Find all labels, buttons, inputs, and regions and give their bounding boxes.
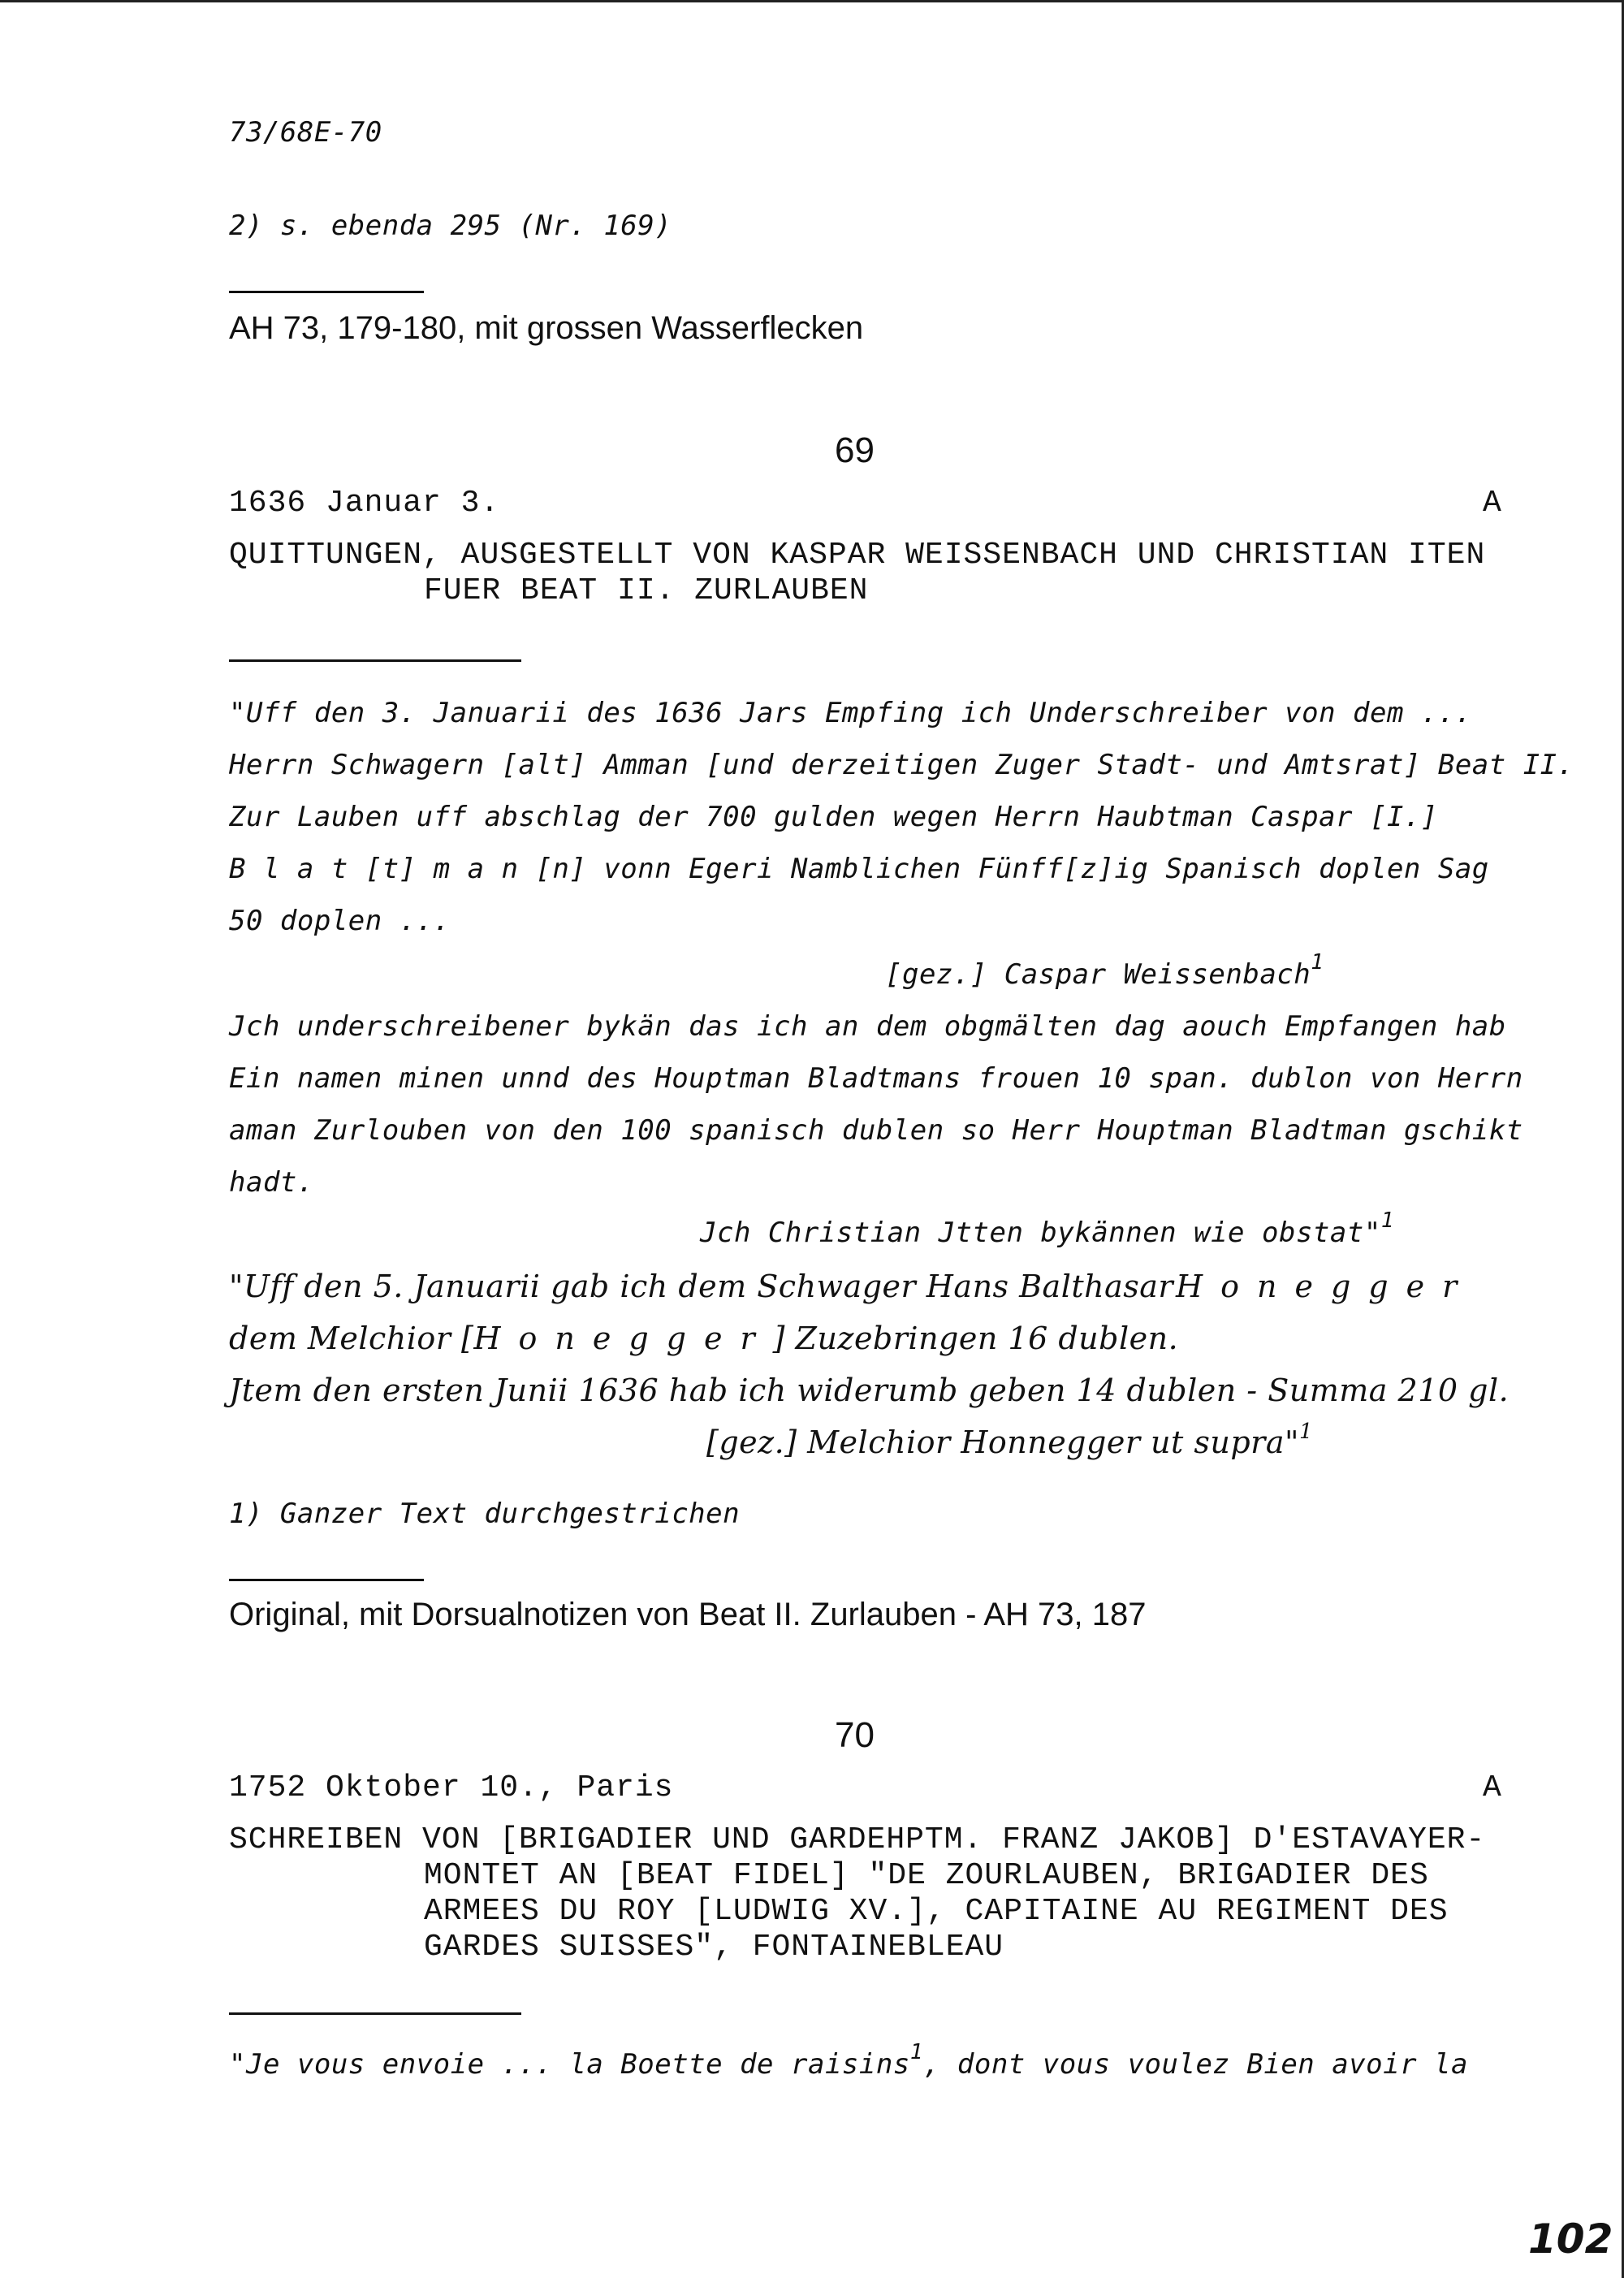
title-rule [229, 659, 521, 662]
doc69-text3-line-1b: Honegger [1176, 1269, 1475, 1304]
document-number-70: 70 [835, 1715, 875, 1755]
doc69-text2-line-4: hadt. [229, 1166, 314, 1199]
doc70-date: 1752 Oktober 10., Paris [229, 1770, 674, 1805]
previous-footnote: 2) s. ebenda 295 (Nr. 169) [229, 210, 672, 242]
doc69-text-line-5: 50 doplen ... [229, 905, 451, 937]
doc69-text-line-4: B l a t [t] m a n [n] vonn Egeri Namblichen Fünff[z]ig Spanisch doplen Sag [229, 853, 1489, 885]
signature-honnegger: [gez.] Melchior Honnegger ut supra"$^1$ [706, 1420, 1314, 1460]
title-rule [229, 2012, 521, 2015]
footnote-marker: 1 [1298, 1420, 1314, 1444]
page-border-top [0, 0, 1624, 2]
doc69-text3-line-3: Jtem den ersten Junii 1636 hab ich widerumb geben 14 dublen - Summa 210 gl. [229, 1372, 1510, 1408]
doc70-title-line-3: ARMEES DU ROY [LUDWIG XV.], CAPITAINE AU REGIMENT DES [424, 1894, 1449, 1929]
footnote-marker: 1 [909, 2040, 923, 2064]
doc69-text-line-1: "Uff den 3. Januarii des 1636 Jars Empfing ich Underschreiber von dem ... [229, 697, 1472, 729]
doc69-type: A [1483, 486, 1502, 521]
signature-weissenbach: [gez.] Caspar Weissenbach$^1$ [885, 950, 1324, 991]
doc70-title-line-1: SCHREIBEN VON [BRIGADIER UND GARDEHPTM. FRANZ JAKOB] D'ESTAVAYER- [229, 1822, 1486, 1857]
doc70-title-line-2: MONTET AN [BEAT FIDEL] "DE ZOURLAUBEN, BRIGADIER DES [424, 1858, 1429, 1893]
footnote-marker: 1 [1311, 950, 1324, 975]
doc70-text-line-1: "Je vous envoie ... la Boette de raisins$^1$, dont vous voulez Bien avoir la [229, 2040, 1468, 2081]
doc70-title-line-4: GARDES SUISSES", FONTAINEBLEAU [424, 1930, 1004, 1965]
previous-source: AH 73, 179-180, mit grossen Wasserflecken [229, 310, 864, 346]
doc69-text-line-2: Herrn Schwagern [alt] Amman [und derzeitigen Zuger Stadt- und Amtsrat] Beat II. [229, 749, 1574, 781]
doc69-text3-line-2: dem Melchior [Honegger] Zuzebringen 16 dublen. [229, 1321, 1179, 1356]
doc69-date: 1636 Januar 3. [229, 486, 500, 521]
doc69-text2-line-1: Jch underschreibener bykän das ich an dem obgmälten dag aouch Empfangen hab [229, 1010, 1506, 1043]
signature-iten: Jch Christian Jtten bykännen wie obstat"$^1$ [700, 1208, 1394, 1249]
doc69-text3-line-1a: "Uff den 5. Januarii gab ich dem Schwager Hans Balthasar [229, 1269, 1174, 1304]
doc69-text2-line-2: Ein namen minen unnd des Houptman Bladtmans frouen 10 span. dublon von Herrn [229, 1062, 1523, 1095]
footnote-rule [229, 291, 424, 293]
doc69-text2-line-3: aman Zurlouben von den 100 spanisch dublen so Herr Houptman Bladtman gschikt [229, 1114, 1523, 1147]
doc69-text-line-3: Zur Lauben uff abschlag der 700 gulden wegen Herrn Haubtman Caspar [I.] [229, 801, 1438, 833]
document-number-69: 69 [835, 430, 875, 470]
doc70-type: A [1483, 1770, 1502, 1805]
handwritten-page-number: 102 [1528, 2215, 1613, 2263]
doc69-footnote: 1) Ganzer Text durchgestrichen [229, 1498, 741, 1530]
archive-reference: 73/68E-70 [229, 116, 382, 149]
footnote-rule [229, 1579, 424, 1581]
doc69-title-line-2: FUER BEAT II. ZURLAUBEN [424, 573, 869, 608]
doc69-title-line-1: QUITTUNGEN, AUSGESTELLT VON KASPAR WEISSENBACH UND CHRISTIAN ITEN [229, 538, 1486, 573]
footnote-marker: 1 [1380, 1208, 1394, 1233]
doc69-source: Original, mit Dorsualnotizen von Beat II. Zurlauben - AH 73, 187 [229, 1597, 1147, 1632]
